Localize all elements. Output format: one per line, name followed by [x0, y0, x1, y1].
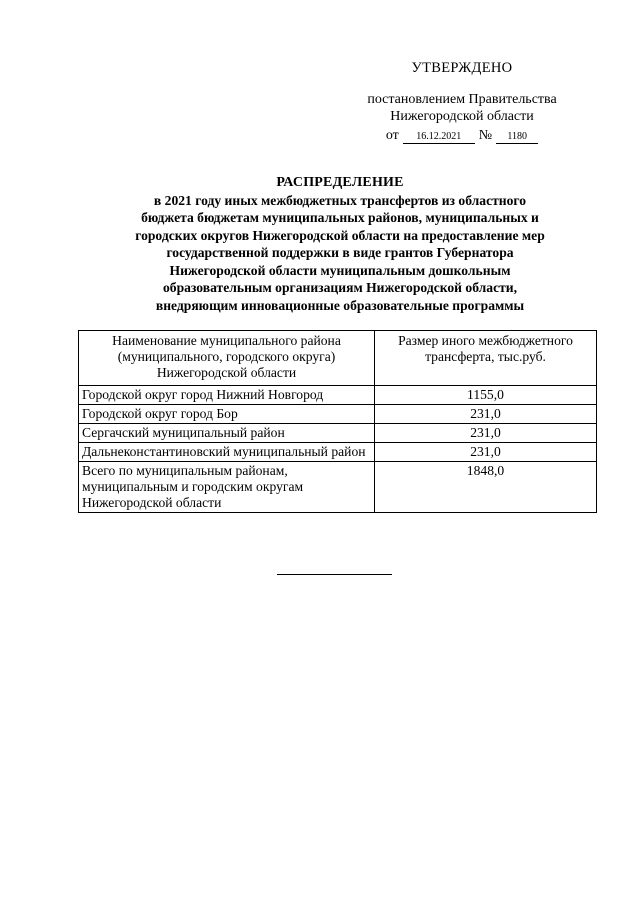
municipality-name: Сергачский муниципальный район	[79, 424, 375, 443]
title-line: городских округов Нижегородской области на предоставление мер	[135, 227, 545, 243]
approval-line-2: Нижегородской области	[390, 109, 534, 124]
title-line: государственной поддержки в виде грантов Губернатора	[166, 245, 514, 260]
approved-stamp: УТВЕРЖДЕНО	[411, 60, 513, 76]
municipality-name: Дальнеконстантиновский муниципальный район	[79, 443, 375, 462]
title-line: Нижегородской области муниципальным дошкольным	[169, 262, 511, 278]
total-label: Всего по муниципальным районам, муниципальным и городским округам Нижегородской области	[79, 462, 375, 513]
table-row	[79, 424, 597, 443]
document-title	[90, 174, 590, 314]
title-line: внедряющим инновационные образовательные программы	[155, 297, 525, 313]
transfer-amount: 231,0	[375, 405, 597, 424]
transfer-amount: 231,0	[375, 424, 597, 443]
column-header-amount: Размер иного межбюджетного трансферта, тыс.руб.	[375, 331, 597, 386]
from-label: от	[385, 128, 399, 143]
distribution-table	[78, 330, 597, 513]
table-row	[79, 386, 597, 405]
table-header-row	[79, 331, 597, 386]
decree-number: 1180	[496, 131, 538, 144]
table-row	[79, 405, 597, 424]
number-label: №	[478, 128, 493, 143]
approval-block	[340, 60, 584, 144]
total-amount: 1848,0	[375, 462, 597, 513]
table-row-total	[79, 462, 597, 513]
approval-date-line	[340, 127, 584, 144]
title-line: бюджета бюджетам муниципальных районов, муниципальных и	[141, 210, 539, 225]
municipality-name: Городской округ город Бор	[79, 405, 375, 424]
municipality-name: Городской округ город Нижний Новгород	[79, 386, 375, 405]
transfer-amount: 231,0	[375, 443, 597, 462]
decree-date: 16.12.2021	[403, 131, 475, 144]
title-line: в 2021 году иных межбюджетных трансфертов из областного	[153, 192, 527, 208]
table-row	[79, 443, 597, 462]
title-line: образовательным организациям Нижегородской области,	[162, 280, 518, 295]
title-heading: РАСПРЕДЕЛЕНИЕ	[276, 175, 404, 190]
column-header-name: Наименование муниципального района (муниципального, городского округа) Нижегородской области	[79, 331, 375, 386]
transfer-amount: 1155,0	[375, 386, 597, 405]
approval-line-1: постановлением Правительства	[367, 92, 557, 107]
closing-divider	[277, 574, 392, 575]
